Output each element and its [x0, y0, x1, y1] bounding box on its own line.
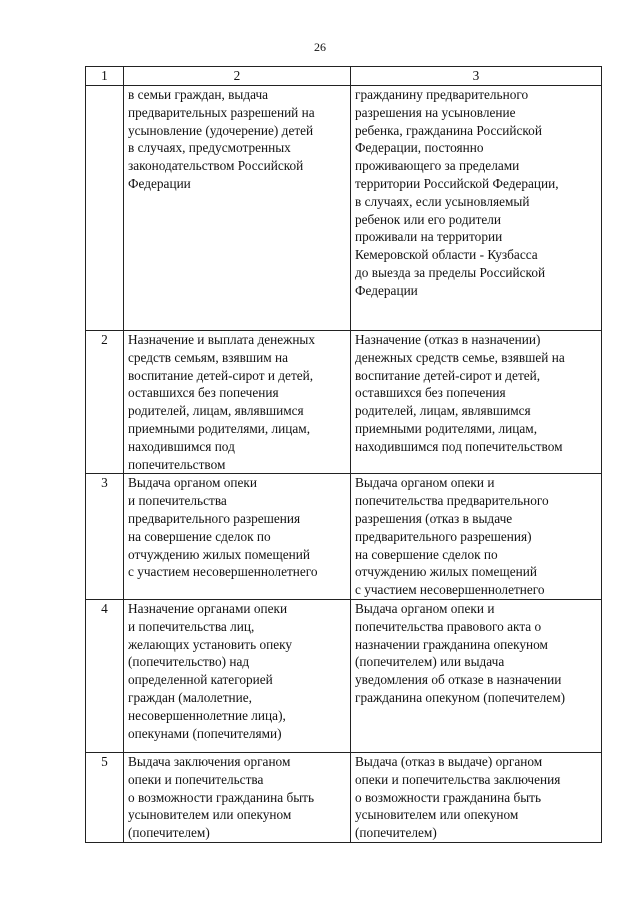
cell-line: предварительных разрешений на [128, 104, 315, 120]
service-result-cell [351, 599, 602, 752]
cell-line: в семьи граждан, выдача [128, 87, 269, 102]
cell-line: о возможности гражданина быть [128, 789, 315, 805]
cell-line: гражданину предварительного [355, 87, 529, 102]
cell-line: усыновителем или опекуном [355, 807, 519, 823]
cell-line: назначении гражданина опекуном [355, 636, 548, 652]
row-number: 2 [86, 331, 124, 474]
cell-line: предварительного разрешения [128, 510, 301, 526]
cell-line: денежных средств семье, взявшей на [355, 349, 565, 365]
cell-line: несовершеннолетние лица), [128, 707, 286, 723]
cell-line: (попечителем) или выдача [355, 654, 505, 670]
cell-line: Назначение (отказ в назначении) [355, 332, 541, 347]
cell-line: проживающего за пределами [355, 158, 520, 174]
service-result-cell [351, 474, 602, 600]
table-row [86, 331, 602, 474]
cell-line: в случаях, предусмотренных [128, 140, 291, 156]
cell-line: в случаях, если усыновляемый [355, 193, 530, 209]
cell-line: Назначение органами опеки [128, 600, 288, 616]
table-row [86, 474, 602, 600]
cell-line: Назначение и выплата денежных [128, 332, 316, 347]
cell-line: оставшихся без попечения [128, 385, 279, 401]
cell-line: Выдача (отказ в выдаче) органом [355, 753, 543, 769]
cell-line: воспитание детей-сирот и детей, [128, 367, 314, 383]
services-table [85, 66, 602, 843]
service-name-cell [124, 86, 351, 331]
header-cell-3: 3 [351, 67, 602, 86]
cell-line: опеки и попечительства заключения [355, 771, 561, 787]
cell-line: попечительства правового акта о [355, 618, 542, 634]
service-result-cell [351, 752, 602, 842]
cell-line: граждан (малолетние, [128, 689, 252, 705]
cell-line: родителей, лицам, являвшимся [128, 403, 304, 419]
cell-line: территории Российской Федерации, [355, 175, 559, 191]
cell-line: и попечительства лиц, [128, 618, 255, 634]
table-header-row [86, 67, 602, 86]
cell-line: Кемеровской области - Кузбасса [355, 247, 538, 263]
service-name-cell [124, 331, 351, 474]
cell-line: (попечителем) [355, 825, 437, 841]
cell-line: определенной категорией [128, 672, 273, 688]
cell-line: о возможности гражданина быть [355, 789, 542, 805]
table-row [86, 752, 602, 842]
service-result-cell [351, 86, 602, 331]
row-number: 5 [86, 752, 124, 842]
cell-line: предварительного разрешения) [355, 528, 532, 544]
page-number: 26 [314, 40, 326, 54]
cell-line: усыновителем или опекуном [128, 807, 292, 823]
cell-line: попечительством [128, 456, 226, 472]
header-cell-2: 2 [124, 67, 351, 86]
cell-line: до выезда за пределы Российской [355, 264, 546, 280]
cell-line: Выдача органом опеки и [355, 600, 495, 616]
cell-line: Федерации, постоянно [355, 140, 484, 156]
cell-line: родителей, лицам, являвшимся [355, 403, 531, 419]
cell-line: законодательством Российской [128, 158, 304, 174]
service-name-cell [124, 474, 351, 600]
cell-line: (попечителем) [128, 825, 210, 841]
cell-line: проживали на территории [355, 229, 503, 245]
header-cell-1: 1 [86, 67, 124, 86]
cell-line: разрешения (отказ в выдаче [355, 510, 513, 526]
cell-line: усыновление (удочерение) детей [128, 122, 314, 138]
cell-line: ребенок или его родители [355, 211, 502, 227]
cell-line: Федерации [128, 175, 191, 191]
service-name-cell [124, 599, 351, 752]
cell-line: Федерации [355, 282, 418, 298]
cell-line: на совершение сделок по [128, 528, 271, 544]
cell-line: разрешения на усыновление [355, 104, 516, 120]
cell-line: (попечительство) над [128, 654, 250, 670]
cell-line: с участием несовершеннолетнего [355, 582, 545, 598]
cell-line: ребенка, гражданина Российской [355, 122, 542, 138]
table-row [86, 599, 602, 752]
service-result-cell [351, 331, 602, 474]
cell-line: с участием несовершеннолетнего [128, 564, 318, 580]
cell-line: находившимся под попечительством [355, 438, 563, 454]
cell-line: Выдача заключения органом [128, 753, 291, 769]
cell-line: воспитание детей-сирот и детей, [355, 367, 541, 383]
cell-line: средств семьям, взявшим на [128, 349, 289, 365]
cell-line: приемными родителями, лицам, [355, 420, 538, 436]
cell-line: на совершение сделок по [355, 546, 498, 562]
cell-line: опекунами (попечителями) [128, 725, 282, 741]
cell-line: отчуждению жилых помещений [128, 546, 310, 562]
table-row [86, 86, 602, 331]
row-number: 4 [86, 599, 124, 752]
row-number: 3 [86, 474, 124, 600]
cell-line: уведомления об отказе в назначении [355, 672, 562, 688]
service-name-cell [124, 752, 351, 842]
cell-line: Выдача органом опеки и [355, 475, 495, 491]
row-number [86, 86, 124, 331]
cell-line: находившимся под [128, 438, 235, 454]
cell-line: попечительства предварительного [355, 493, 549, 509]
cell-line: гражданина опекуном (попечителем) [355, 689, 566, 705]
cell-line: приемными родителями, лицам, [128, 420, 311, 436]
cell-line: и попечительства [128, 493, 227, 509]
cell-line: оставшихся без попечения [355, 385, 506, 401]
cell-line: отчуждению жилых помещений [355, 564, 537, 580]
cell-line: опеки и попечительства [128, 771, 264, 787]
cell-line: Выдача органом опеки [128, 475, 257, 491]
cell-line: желающих установить опеку [128, 636, 293, 652]
